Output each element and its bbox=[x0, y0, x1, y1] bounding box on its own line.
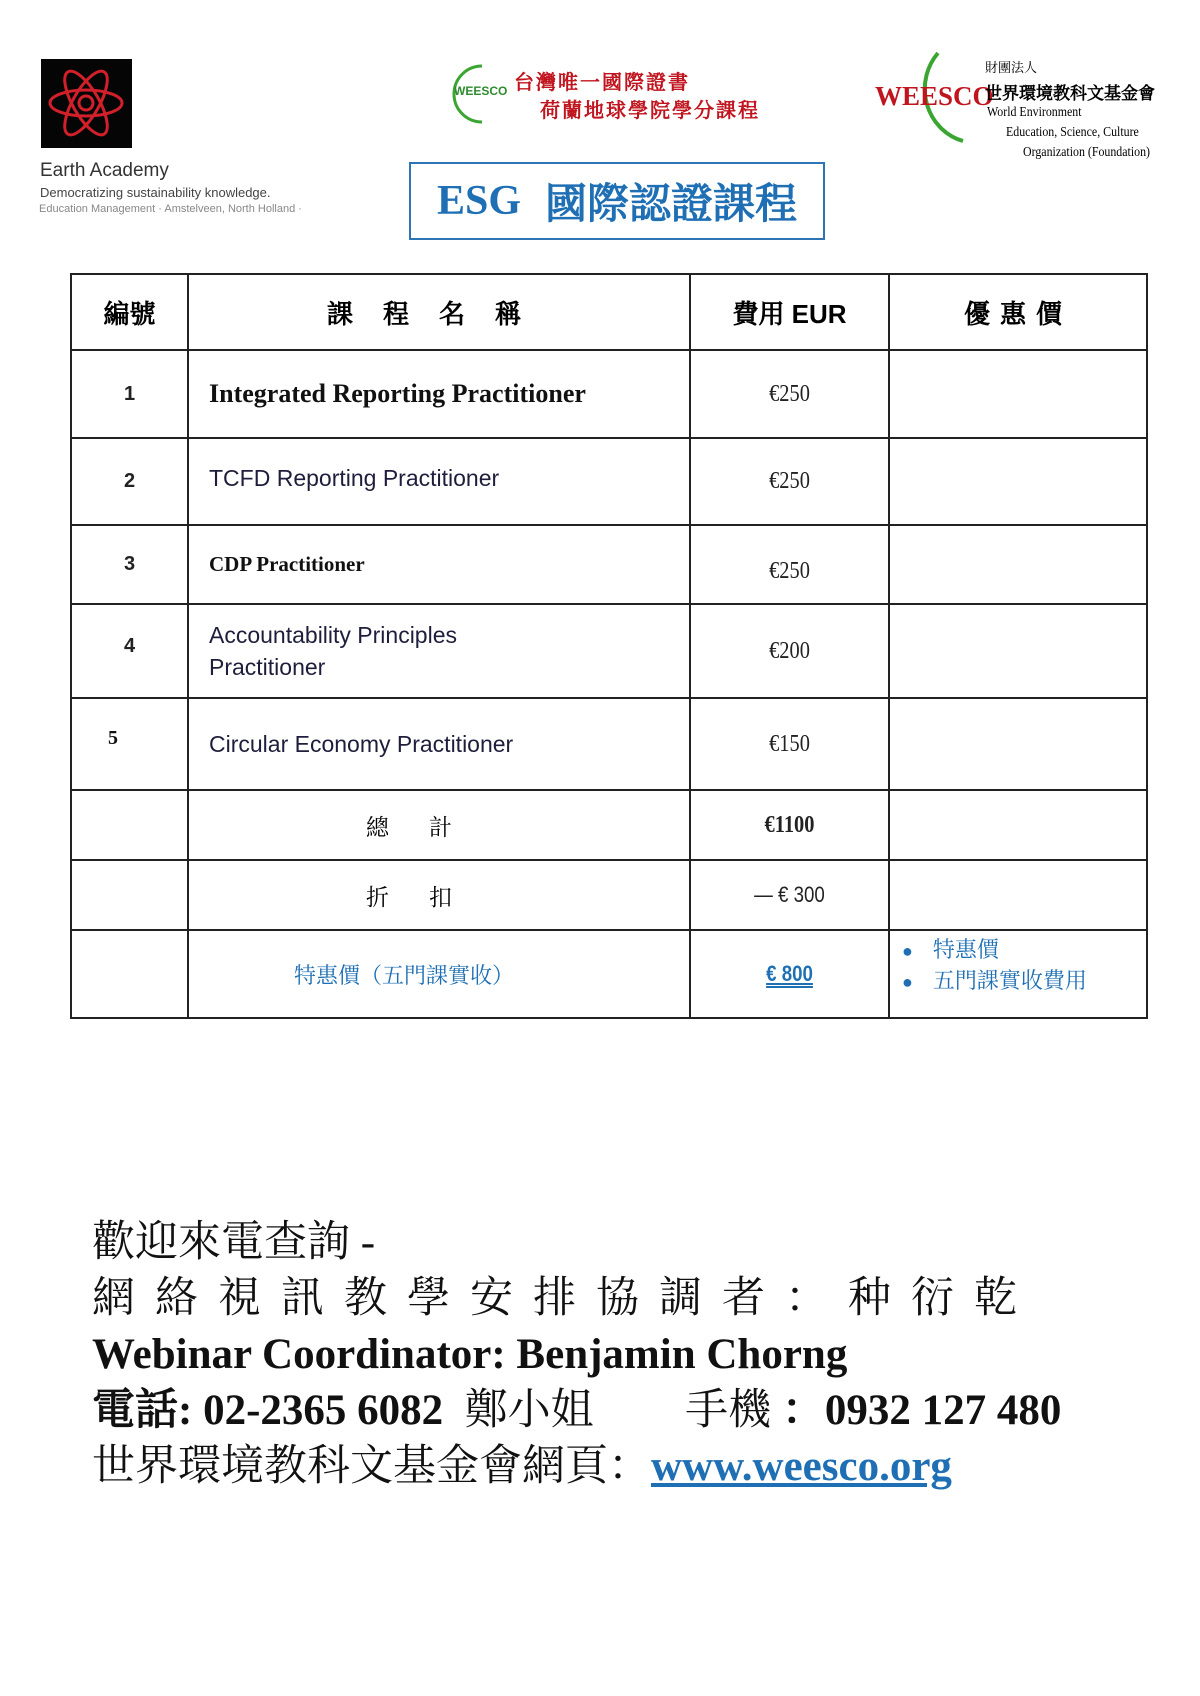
mid-logo-line1: 台灣唯一國際證書 bbox=[514, 72, 690, 94]
note-item: ● 特惠價 bbox=[902, 933, 1146, 964]
foundation-name-en-2: Education, Science, Culture bbox=[1006, 125, 1139, 140]
discount-cell bbox=[889, 350, 1147, 438]
table-row bbox=[71, 438, 1147, 525]
course-fee: €150 bbox=[705, 698, 874, 790]
mobile-number[interactable]: ：0932 127 480 bbox=[781, 1387, 1062, 1434]
phone-number[interactable]: 02-2365 6082 bbox=[203, 1387, 444, 1434]
phone-line bbox=[92, 1383, 1061, 1439]
phone-person: 鄭小姐 bbox=[464, 1387, 594, 1434]
course-fee: €250 bbox=[705, 350, 874, 438]
website-label: 世界環境教科文基金會網頁： bbox=[92, 1443, 651, 1490]
note-item: ● 五門課實收費用 bbox=[902, 964, 1146, 995]
coordinator-zh: 網絡視訊教學安排協調者：种衍乾 bbox=[92, 1275, 1037, 1322]
earth-academy-location: Education Management · Amstelveen, North Holland · bbox=[39, 203, 302, 215]
course-name: TCFD Reporting Practitioner bbox=[188, 438, 690, 525]
phone-label: 電話: bbox=[92, 1387, 193, 1434]
weesco-brand: WEESCO bbox=[454, 84, 508, 98]
inquiry-line: 歡迎來電查詢 - bbox=[92, 1219, 376, 1266]
discount-row bbox=[71, 860, 1147, 930]
foundation-name-zh: 世界環境教科文基金會 bbox=[985, 84, 1155, 103]
header-course-name: 課程名稱 bbox=[188, 274, 690, 350]
row-number: 1 bbox=[71, 350, 188, 438]
course-fee: €250 bbox=[705, 525, 874, 604]
page-title bbox=[409, 162, 825, 240]
discount-value: — € 300 bbox=[705, 860, 874, 930]
table-row bbox=[71, 698, 1147, 790]
total-row bbox=[71, 790, 1147, 860]
discount-label: 折扣 bbox=[188, 860, 690, 930]
discount-cell bbox=[889, 698, 1147, 790]
special-price-value: € 800 bbox=[705, 930, 874, 1018]
header-number: 編號 bbox=[71, 274, 188, 350]
row-number: 5 bbox=[71, 698, 188, 790]
earth-academy-tagline: Democratizing sustainability knowledge. bbox=[40, 185, 271, 200]
earth-academy-name: Earth Academy bbox=[40, 160, 169, 181]
empty-cell bbox=[71, 860, 188, 930]
earth-academy-atom-logo bbox=[41, 59, 132, 148]
row-number: 4 bbox=[71, 604, 188, 698]
coordinator-en: Webinar Coordinator: Benjamin Chorng bbox=[92, 1331, 848, 1378]
foundation-prefix: 財團法人 bbox=[985, 60, 1038, 75]
mid-logo-line2: 荷蘭地球學院學分課程 bbox=[540, 100, 760, 122]
foundation-name-en-1: World Environment bbox=[987, 105, 1082, 120]
table-row bbox=[71, 525, 1147, 604]
course-name: Accountability Principles Practitioner bbox=[188, 604, 690, 698]
special-price-notes bbox=[889, 930, 1147, 1018]
foundation-name-en-3: Organization (Foundation) bbox=[1023, 145, 1151, 160]
table-row bbox=[71, 350, 1147, 438]
total-label: 總計 bbox=[188, 790, 690, 860]
title-zh: 國際認證課程 bbox=[545, 180, 798, 227]
weesco-brand: WEESCO bbox=[875, 81, 994, 111]
discount-cell bbox=[889, 438, 1147, 525]
course-fee: €200 bbox=[705, 604, 874, 698]
atom-icon bbox=[41, 59, 132, 148]
total-value: €1100 bbox=[705, 790, 874, 860]
header-discount-price: 優惠價 bbox=[889, 274, 1147, 350]
special-price-label: 特惠價（五門課實收） bbox=[188, 930, 690, 1018]
contact-info bbox=[92, 1215, 1061, 1495]
discount-cell bbox=[889, 860, 1147, 930]
discount-cell bbox=[889, 525, 1147, 604]
course-table bbox=[70, 273, 1148, 1019]
weesco-certificate-logo bbox=[452, 64, 772, 124]
course-name: Integrated Reporting Practitioner bbox=[188, 350, 690, 438]
discount-cell bbox=[889, 604, 1147, 698]
website-link[interactable]: www.weesco.org bbox=[651, 1443, 952, 1490]
website-line bbox=[92, 1439, 1061, 1495]
row-number: 2 bbox=[71, 438, 188, 525]
weesco-foundation-logo bbox=[873, 49, 1173, 167]
mobile-label: 手機 bbox=[685, 1387, 772, 1434]
header-fee: 費用 EUR bbox=[690, 274, 889, 350]
discount-cell bbox=[889, 790, 1147, 860]
course-fee: €250 bbox=[705, 438, 874, 525]
table-row bbox=[71, 604, 1147, 698]
row-number: 3 bbox=[71, 525, 188, 604]
empty-cell bbox=[71, 790, 188, 860]
table-header-row bbox=[71, 274, 1147, 350]
special-price-row bbox=[71, 930, 1147, 1018]
title-esg: ESG bbox=[436, 178, 522, 224]
empty-cell bbox=[71, 930, 188, 1018]
course-name: Circular Economy Practitioner bbox=[188, 698, 690, 790]
course-name: CDP Practitioner bbox=[188, 525, 690, 604]
